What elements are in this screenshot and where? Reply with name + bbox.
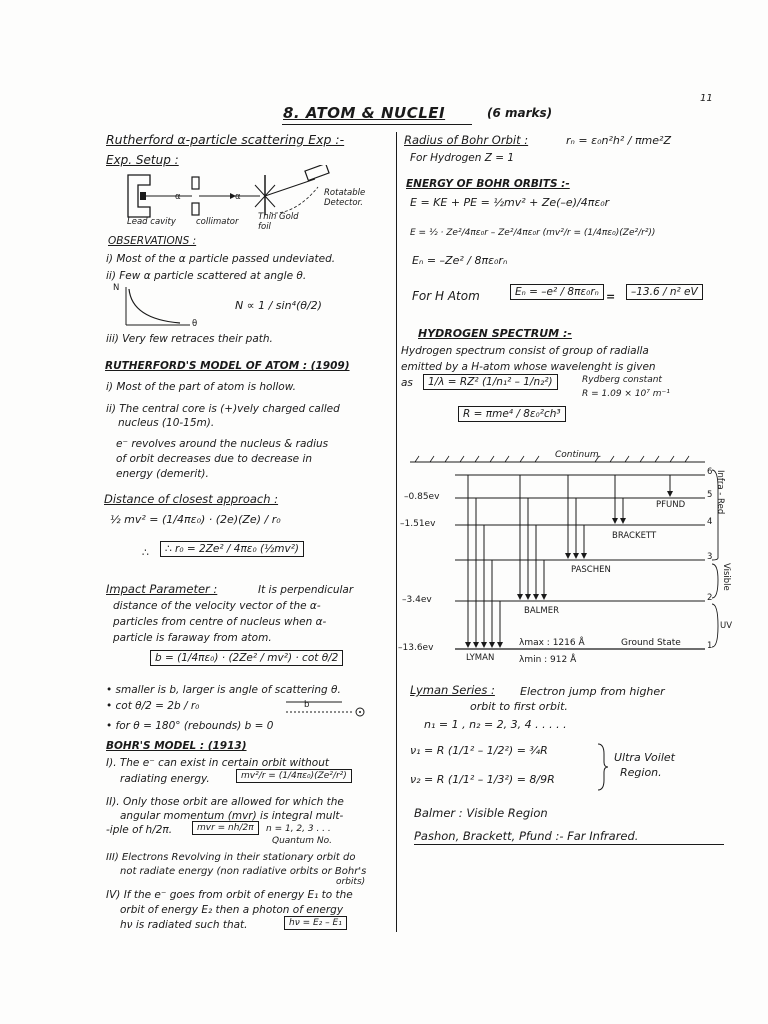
energy-level-3.4: –3.4ev <box>402 595 432 605</box>
bohr-postulate-2c: -iple of h/2π. <box>106 824 173 836</box>
energy-heading: ENERGY OF BOHR ORBITS :- <box>406 178 570 190</box>
lyman-text-2: orbit to first orbit. <box>470 700 568 713</box>
lyman-v2-eq: ν₂ = R (1/1² – 1/3²) = 8/9R <box>410 773 555 786</box>
impact-parameter-heading: Impact Parameter : <box>106 582 218 596</box>
bohr-postulate-2b: angular momentum (mvr) is integral mult- <box>120 810 344 822</box>
continuum-label: Continum. <box>555 450 602 460</box>
hydrogen-z-note: For Hydrogen Z = 1 <box>410 152 515 164</box>
level-number-6: 6 <box>707 467 713 477</box>
bohr-postulate-3c: orbits) <box>336 877 366 887</box>
rydberg-value: R = 1.09 × 10⁷ m⁻¹ <box>582 389 670 399</box>
ultraviolet-label-2: Region. <box>620 766 662 779</box>
bohr-postulate-2a: II). Only those orbit are allowed for which the <box>106 796 344 808</box>
uv-brace <box>712 604 718 647</box>
rydberg-constant-eq: R = πme⁴ / 8ε₀²ch³ <box>458 406 566 422</box>
exp-setup-label: Exp. Setup : <box>106 153 179 167</box>
lyman-n-values: n₁ = 1 , n₂ = 2, 3, 4 . . . . . <box>424 718 567 731</box>
visible-label: Visible <box>721 563 731 591</box>
level-number-3: 3 <box>707 552 713 562</box>
impact-bullet-1: • smaller is b, larger is angle of scattering θ. <box>106 684 341 696</box>
ultraviolet-label-1: Ultra Voilet <box>614 751 675 764</box>
spectrum-text-2: emitted by a H-atom whose wavelenght is given <box>401 361 656 373</box>
gold-foil-label: Thin Gold foil <box>258 212 299 232</box>
model-point-2a: ii) The central core is (+)vely charged called <box>106 403 340 415</box>
rydberg-label: Rydberg constant <box>582 375 662 385</box>
impact-parameter-eq: b = (1/4πε₀) · (2Ze² / mv²) · cot θ/2 <box>150 650 343 666</box>
model-point-3b: of orbit decreases due to decrease in <box>116 453 313 465</box>
model-point-3c: energy (demerit). <box>116 468 209 480</box>
collimator-bottom <box>192 203 199 215</box>
ultraviolet-brace <box>596 742 610 792</box>
detector <box>305 165 329 180</box>
model-point-2b: nucleus (10-15m). <box>118 417 215 429</box>
title-underline <box>282 124 472 125</box>
closest-approach-eq: ½ mv² = (1/4πε₀) · (2e)(Ze) / r₀ <box>110 513 281 526</box>
infra-red-label: Infra - Red <box>715 470 725 515</box>
page-number: 11 <box>700 93 713 104</box>
spectrum-text-3: as <box>401 377 413 389</box>
bohr-model-heading: BOHR'S MODEL : (1913) <box>106 740 247 752</box>
source-block <box>140 192 146 200</box>
far-infrared-underline <box>414 844 724 845</box>
page-title: 8. ATOM & NUCLEI <box>283 104 446 122</box>
lyman-series-heading: Lyman Series : <box>410 683 495 697</box>
h-atom-energy-eq: Eₙ = –e² / 8πε₀rₙ <box>510 284 604 300</box>
n-proportional-eq: N ∝ 1 / sin⁴(θ/2) <box>235 299 322 312</box>
impact-text-3: particles from centre of nucleus when α- <box>113 616 327 628</box>
collimator-label: collimator <box>196 217 239 227</box>
graph-x-label: θ <box>192 319 198 329</box>
brackett-series-label: BRACKETT <box>612 531 657 541</box>
impact-parameter-diagram <box>282 696 382 718</box>
closest-approach-heading: Distance of closest approach : <box>104 492 279 506</box>
energy-level-diagram <box>400 448 733 668</box>
impact-bullet-3: • for θ = 180° (rebounds) b = 0 <box>106 720 274 732</box>
impact-bullet-2: • cot θ/2 = 2b / r₀ <box>106 700 200 712</box>
bohr-postulate-4a: IV) If the e⁻ goes from orbit of energy E₁ to the <box>106 889 353 901</box>
impact-text-1: It is perpendicular <box>258 584 354 596</box>
lyman-series-label: LYMAN <box>466 653 495 663</box>
level-number-2: 2 <box>707 593 713 603</box>
closest-approach-result: ∴ r₀ = 2Ze² / 4πε₀ (½mv²) <box>160 541 304 557</box>
observations-heading: OBSERVATIONS : <box>108 235 197 247</box>
bohr-postulate-1a: I). The e⁻ can exist in certain orbit without <box>106 757 329 769</box>
alpha-label-2: α <box>235 192 241 202</box>
bohr-postulate-4b: orbit of energy E₂ then a photon of energy <box>120 904 344 916</box>
lyman-text-1: Electron jump from higher <box>520 685 665 698</box>
observation-2: ii) Few α particle scattered at angle θ. <box>106 270 307 282</box>
lambda-max-label: λmax : 1216 Å <box>519 638 585 648</box>
energy-level-13.6: –13.6ev <box>398 643 434 653</box>
visible-brace <box>712 564 718 598</box>
therefore-sign: ∴ <box>142 546 149 559</box>
detector-label: Rotatable Detector. <box>324 188 366 208</box>
bohr-postulate-4c: hν is radiated such that. <box>120 919 248 931</box>
energy-eq-1: E = KE + PE = ½mv² + Ze(–e)/4πε₀r <box>410 196 610 209</box>
level-number-4: 4 <box>707 517 713 527</box>
uv-label: UV <box>720 621 733 631</box>
energy-level-0.85: –0.85ev <box>404 492 440 502</box>
energy-eq-3: Eₙ = –Ze² / 8πε₀rₙ <box>412 254 508 267</box>
bohr-postulate-1-eq: mv²/r = (1/4πε₀)(Ze²/r²) <box>236 769 352 783</box>
page-marks: (6 marks) <box>487 106 553 120</box>
energy-eq-2: E = ½ · Ze²/4πε₀r – Ze²/4πε₀r (mv²/r = (1/4πε₀)(Ze²/r²)) <box>410 228 656 238</box>
collimator-top <box>192 177 199 189</box>
lambda-min-label: λmin : 912 Å <box>519 655 577 665</box>
rutherford-model-heading: RUTHERFORD'S MODEL OF ATOM : (1909) <box>105 360 350 372</box>
equals-sign: = <box>606 290 616 303</box>
observation-1: i) Most of the α particle passed undeviated. <box>106 253 336 265</box>
spectrum-text-1: Hydrogen spectrum consist of group of radialla <box>401 345 649 357</box>
impact-text-2: distance of the velocity vector of the α- <box>113 600 321 612</box>
balmer-series-label: BALMER <box>524 606 559 616</box>
bohr-postulate-4-eq: hν = E₂ – E₁ <box>284 916 347 930</box>
bohr-postulate-1b: radiating energy. <box>120 773 210 785</box>
h-atom-label: For H Atom <box>412 289 480 303</box>
model-point-3a: e⁻ revolves around the nucleus & radius <box>116 438 329 450</box>
quantum-number-label: Quantum No. <box>272 836 332 846</box>
bohr-radius-eq: rₙ = ε₀n²h² / πme²Z <box>566 134 671 147</box>
alpha-label-1: α <box>175 192 181 202</box>
balmer-region-line: Balmer : Visible Region <box>414 806 548 820</box>
bohr-postulate-3b: not radiate energy (non radiative orbits or Bohr's <box>120 866 367 877</box>
column-divider <box>396 132 397 932</box>
quantum-number-values: n = 1, 2, 3 . . . <box>266 824 331 834</box>
model-point-1: i) Most of the part of atom is hollow. <box>106 381 296 393</box>
paschen-series-label: PASCHEN <box>571 565 611 575</box>
h-atom-energy-result: –13.6 / n² eV <box>626 284 703 300</box>
rutherford-heading: Rutherford α-particle scattering Exp :- <box>106 132 345 147</box>
pfund-series-label: PFUND <box>656 500 686 510</box>
lyman-v1-eq: ν₁ = R (1/1² – 1/2²) = ¾R <box>410 744 548 757</box>
rydberg-formula: 1/λ = RZ² (1/n₁² – 1/n₂²) <box>423 374 558 390</box>
graph-y-label: N <box>113 283 120 293</box>
lead-cavity-label: Lead cavity <box>127 217 176 227</box>
far-infrared-line: Pashon, Brackett, Pfund :- Far Infrared. <box>414 829 639 843</box>
bohr-radius-heading: Radius of Bohr Orbit : <box>404 133 529 147</box>
bohr-postulate-2-eq: mvr = nh/2π <box>192 821 259 835</box>
hydrogen-spectrum-heading: HYDROGEN SPECTRUM :- <box>418 327 572 340</box>
b-diagram-label: b <box>304 700 310 710</box>
ground-state-label: Ground State <box>621 638 681 648</box>
n-theta-graph <box>118 283 198 333</box>
energy-level-1.51: –1.51ev <box>400 519 436 529</box>
bohr-postulate-3a: III) Electrons Revolving in their stationary orbit do <box>106 852 356 863</box>
observation-3: iii) Very few retraces their path. <box>106 333 273 345</box>
detector-path <box>270 187 318 213</box>
level-number-5: 5 <box>707 490 713 500</box>
level-number-1: 1 <box>707 641 713 651</box>
impact-text-4: particle is faraway from atom. <box>113 632 272 644</box>
